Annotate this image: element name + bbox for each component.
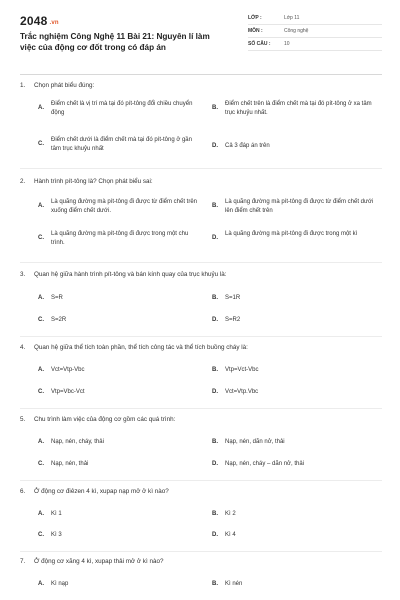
option-letter: A. xyxy=(38,295,44,301)
question-prompt: Quan hệ giữa hành trình pít-tông và bán kính quay của trục khuỷu là: xyxy=(34,271,227,278)
question-number: 4. xyxy=(20,344,26,351)
document-title: Trắc nghiệm Công Nghệ 11 Bài 21: Nguyên lí làm việc của động cơ đốt trong có đáp án xyxy=(20,32,210,52)
document-header xyxy=(20,14,382,68)
option-text: Là quãng đường mà pít-tông đi được trong một chu trình. xyxy=(51,231,189,246)
option-letter: B. xyxy=(212,295,218,301)
option-text: Nạp, nén, thải xyxy=(51,461,89,467)
meta-row-class xyxy=(248,14,382,25)
question-number: 1. xyxy=(20,82,26,89)
option-text: Kì nén xyxy=(225,581,243,587)
option-letter: C. xyxy=(38,532,44,538)
option-text: S=R xyxy=(51,295,63,301)
option-letter: D. xyxy=(212,532,218,538)
option-text: Kì 2 xyxy=(225,511,236,517)
site-logo[interactable] xyxy=(20,14,59,28)
question-text xyxy=(20,178,153,185)
option-text: Là quãng đường mà pít-tông đi được trong một kì xyxy=(225,231,358,237)
meta-label: SỐ CÂU : xyxy=(248,41,271,47)
option-letter: C. xyxy=(38,235,44,241)
option-letter: B. xyxy=(212,203,218,209)
question-separator xyxy=(20,168,382,169)
option-letter: C. xyxy=(38,461,44,467)
question-number: 6. xyxy=(20,488,26,495)
option-text: Kì 3 xyxy=(51,532,62,538)
option-text: S=2R xyxy=(51,317,67,323)
question-prompt: Ở động cơ xăng 4 kì, xupap thải mở ở kì nào? xyxy=(34,558,164,565)
meta-row-count xyxy=(248,40,382,51)
question-number: 3. xyxy=(20,271,26,278)
question-prompt: Chọn phát biểu đúng: xyxy=(34,82,95,89)
question-prompt: Chu trình làm việc của động cơ gồm các quá trình: xyxy=(34,416,176,423)
meta-value: Công nghệ xyxy=(284,28,309,34)
option-text: Điểm chết là vị trí mà tại đó pít-tông đổi chiều chuyển động xyxy=(51,101,193,116)
question-prompt: Quan hệ giữa thể tích toàn phần, thể tích công tác và thể tích buồng cháy là: xyxy=(34,344,248,351)
option-text: Nạp, nén, dãn nở, thải xyxy=(225,439,285,445)
option-text: Nạp, nén, cháy – dãn nở, thải xyxy=(225,461,304,467)
option-letter: A. xyxy=(38,203,44,209)
option-letter: C. xyxy=(38,141,44,147)
logo-suffix: .vn xyxy=(49,20,59,26)
question-number: 7. xyxy=(20,558,26,565)
question-separator xyxy=(20,551,382,552)
question-text xyxy=(20,344,248,351)
meta-label: MÔN : xyxy=(248,28,263,34)
option-letter: B. xyxy=(212,581,218,587)
option-text: Kì 4 xyxy=(225,532,236,538)
meta-row-subject xyxy=(248,27,382,38)
option-text: Vct=Vtp-Vbc xyxy=(51,367,85,373)
question-prompt: Ở động cơ điêzen 4 kì, xupap nạp mở ở kì nào? xyxy=(34,488,169,495)
option-letter: A. xyxy=(38,105,44,111)
option-text: S=R2 xyxy=(225,317,241,323)
question-text xyxy=(20,271,227,278)
meta-value: Lớp 11 xyxy=(284,15,300,21)
option-letter: A. xyxy=(38,439,44,445)
question-text xyxy=(20,416,175,423)
option-text: Điểm chết dưới là điểm chết mà tại đó pít-tông ở gần tâm trục khuỷu nhất xyxy=(51,137,192,152)
option-text: Vtp=Vbc-Vct xyxy=(51,389,85,395)
question-separator xyxy=(20,408,382,409)
option-text: Nạp, nén, cháy, thải xyxy=(51,439,104,445)
option-letter: B. xyxy=(212,439,218,445)
meta-label: LỚP : xyxy=(248,15,262,21)
document-meta xyxy=(248,14,382,53)
option-text: Vtp=Vct-Vbc xyxy=(225,367,259,373)
option-text: Là quãng đường mà pít-tông đi được từ điểm chết trên xuống điểm chết dưới. xyxy=(51,199,197,214)
option-letter: B. xyxy=(212,105,218,111)
question-number: 2. xyxy=(20,178,26,185)
option-letter: A. xyxy=(38,581,44,587)
question-text xyxy=(20,558,163,565)
option-letter: C. xyxy=(38,389,44,395)
question-separator xyxy=(20,262,382,263)
option-text: Là quãng đường mà pít-tông đi được từ điểm chết dưới lên điểm chết trên xyxy=(225,199,374,214)
option-letter: C. xyxy=(38,317,44,323)
question-separator xyxy=(20,336,382,337)
option-text: Kì 1 xyxy=(51,511,62,517)
option-text: Cả 3 đáp án trên xyxy=(225,143,270,149)
question-prompt: Hành trình pít-tông là? Chọn phát biểu sai: xyxy=(34,178,153,185)
option-letter: A. xyxy=(38,367,44,373)
option-letter: D. xyxy=(212,461,218,467)
option-letter: B. xyxy=(212,511,218,517)
option-text: Vct=Vtp.Vbc xyxy=(225,389,259,395)
option-letter: D. xyxy=(212,317,218,323)
option-letter: D. xyxy=(212,235,218,241)
option-letter: D. xyxy=(212,389,218,395)
option-letter: D. xyxy=(212,143,218,149)
option-text: S=1R xyxy=(225,295,241,301)
question-text xyxy=(20,82,94,89)
header-divider xyxy=(20,74,382,75)
question-separator xyxy=(20,480,382,481)
question-number: 5. xyxy=(20,416,26,423)
option-letter: A. xyxy=(38,511,44,517)
question-text xyxy=(20,488,169,495)
option-text: Kì nạp xyxy=(51,581,69,587)
option-text: Điểm chết trên là điểm chết mà tại đó pít-tông ở xa tâm trục khuỷu nhất. xyxy=(225,101,372,116)
logo-main: 2048 xyxy=(20,14,48,28)
meta-value: 10 xyxy=(284,41,290,47)
option-letter: B. xyxy=(212,367,218,373)
